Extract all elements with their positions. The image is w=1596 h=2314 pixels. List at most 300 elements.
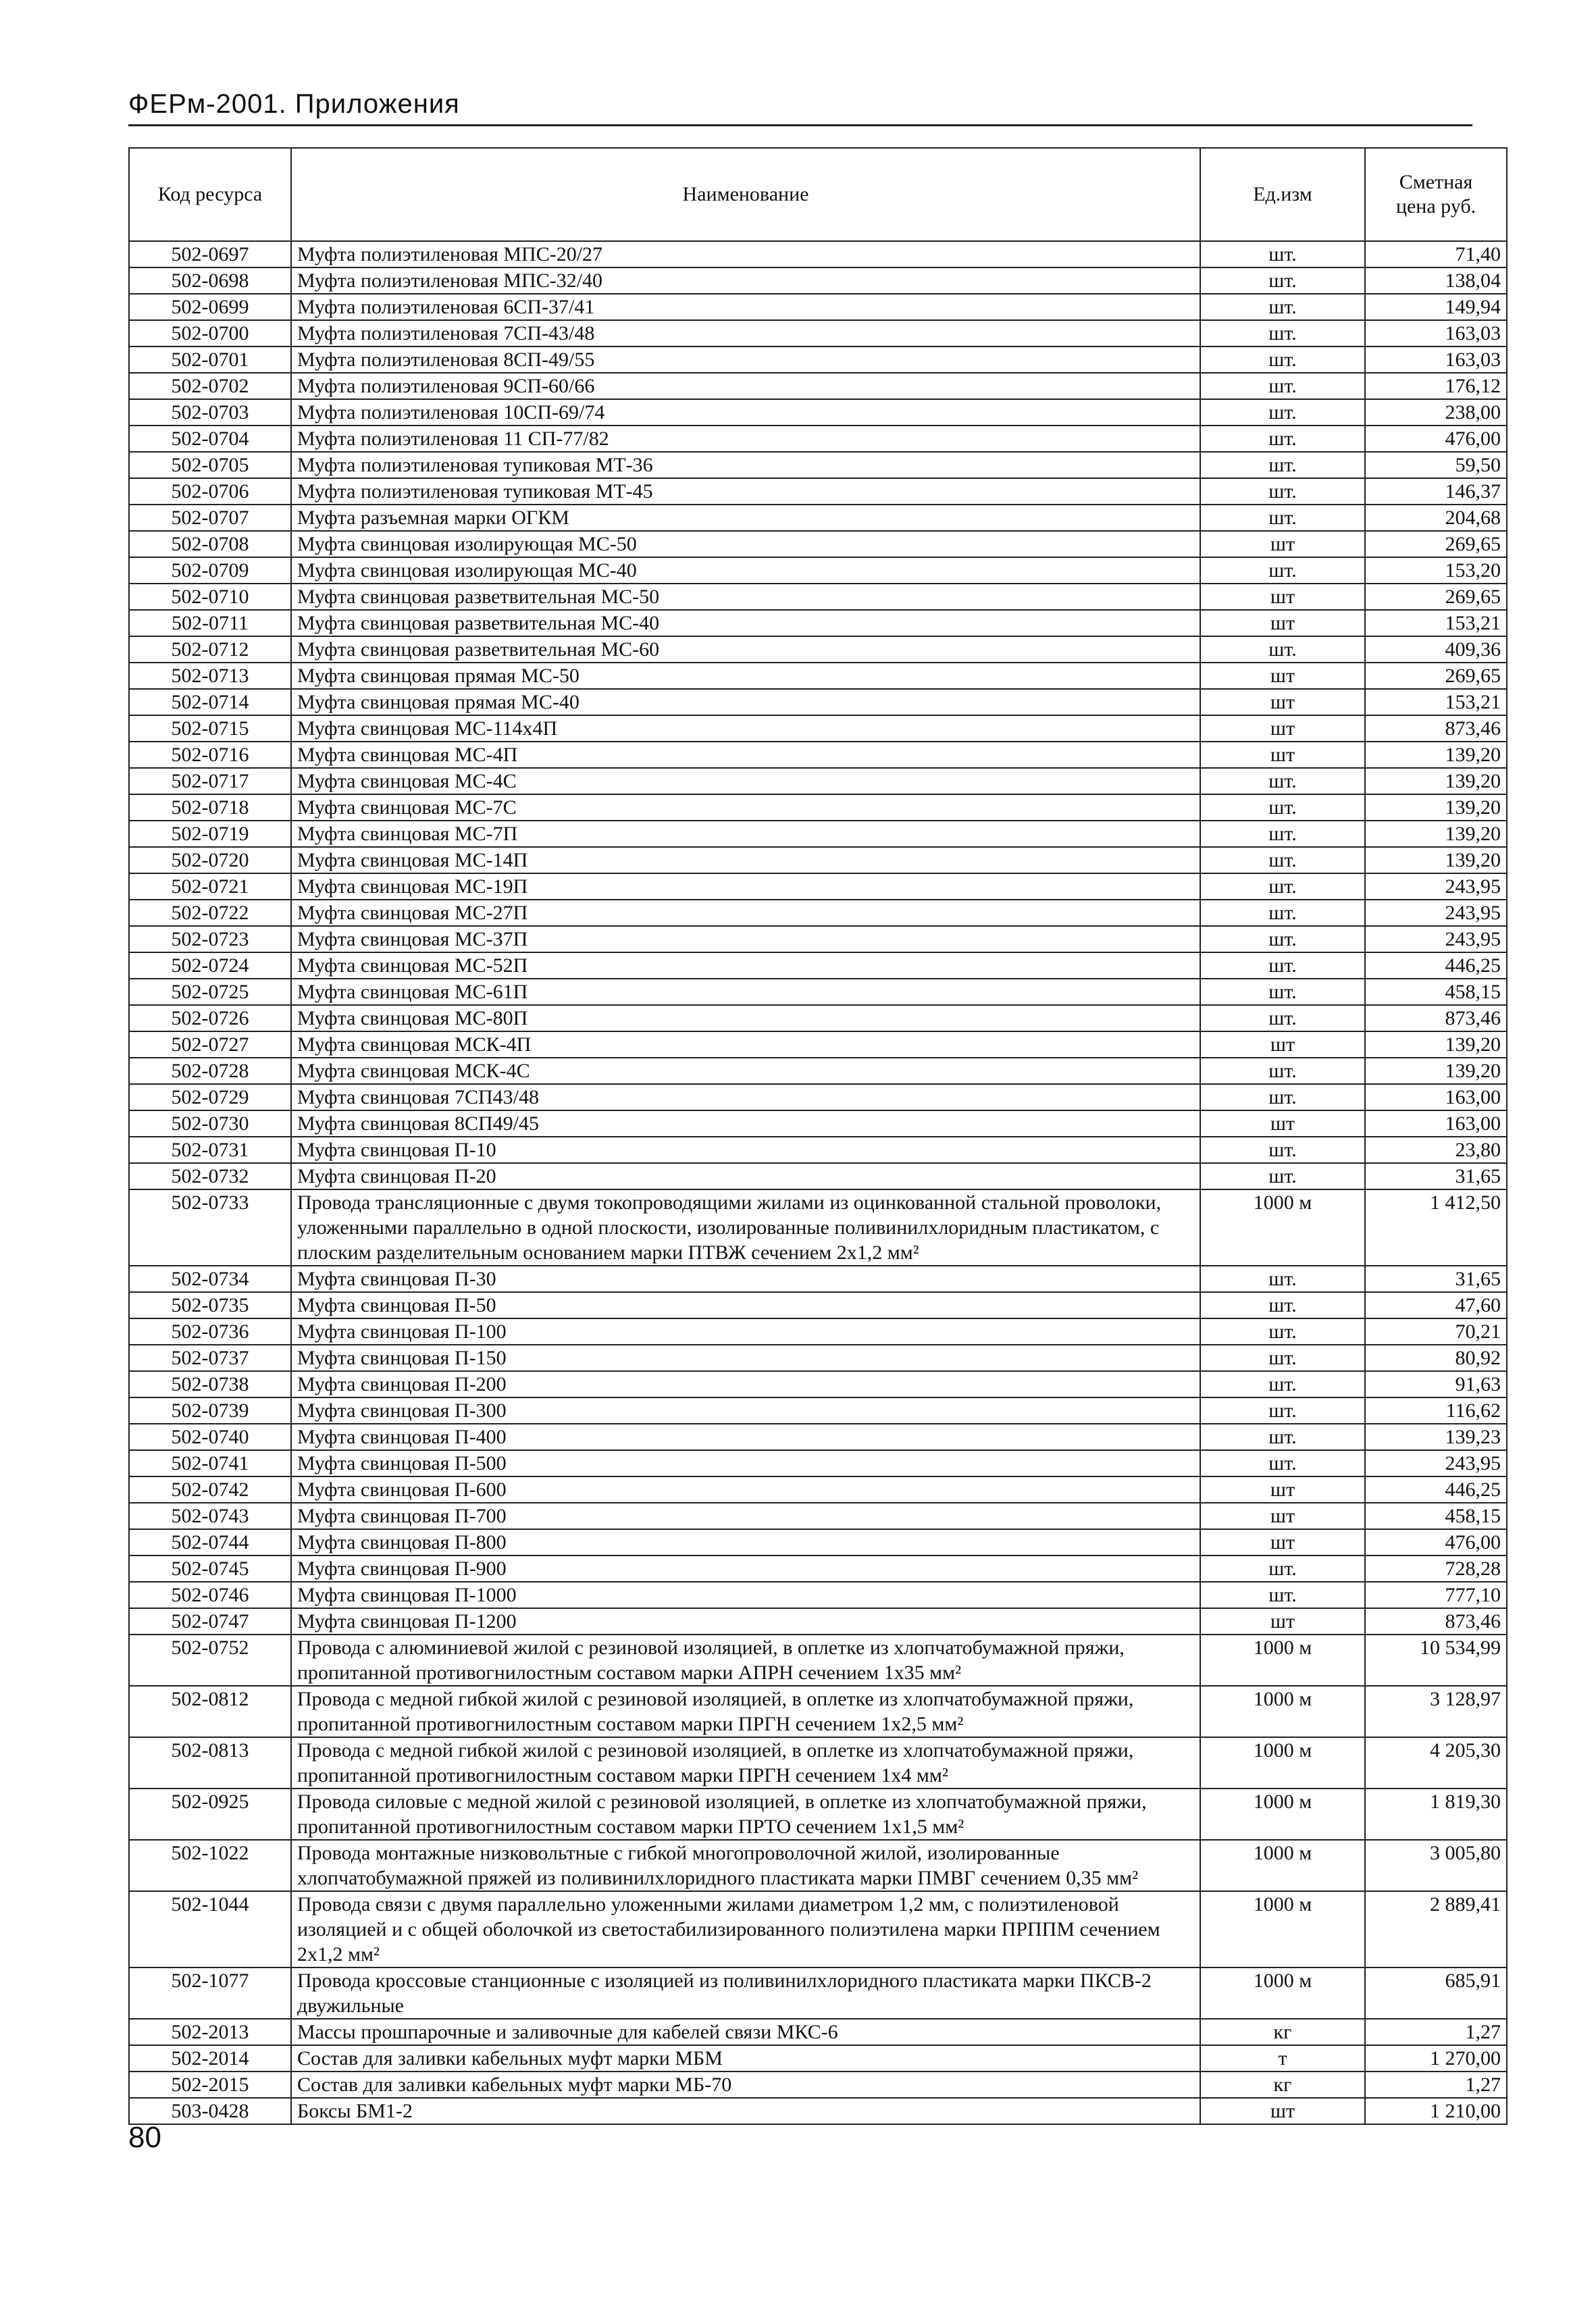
cell-unit: шт. — [1200, 1137, 1365, 1163]
cell-price: 163,00 — [1365, 1110, 1507, 1137]
table-row — [129, 636, 1507, 663]
cell-name: Муфта свинцовая МС-37П — [291, 926, 1200, 952]
cell-price: 3 128,97 — [1365, 1686, 1507, 1737]
cell-unit: шт. — [1200, 1005, 1365, 1031]
table-row — [129, 1266, 1507, 1292]
cell-price: 139,20 — [1365, 768, 1507, 794]
cell-unit: шт. — [1200, 1371, 1365, 1397]
cell-name: Муфта свинцовая П-400 — [291, 1424, 1200, 1450]
cell-name: Провода кроссовые станционные с изоляцией из поливинилхлоридного пластиката марки ПКСВ-2 двужильные — [291, 1968, 1200, 2019]
cell-name: Муфта свинцовая 8СП49/45 — [291, 1110, 1200, 1137]
table-header-row — [129, 148, 1507, 241]
table-row — [129, 2019, 1507, 2045]
cell-price: 1 270,00 — [1365, 2045, 1507, 2072]
cell-unit: шт. — [1200, 1450, 1365, 1476]
cell-code: 502-0708 — [129, 531, 291, 557]
table-row — [129, 1608, 1507, 1635]
cell-price: 163,00 — [1365, 1084, 1507, 1110]
table-row — [129, 873, 1507, 900]
cell-name: Муфта свинцовая П-10 — [291, 1137, 1200, 1163]
cell-unit: шт. — [1200, 873, 1365, 900]
cell-code: 502-0731 — [129, 1137, 291, 1163]
cell-code: 502-0812 — [129, 1686, 291, 1737]
cell-name: Муфта свинцовая МС-4П — [291, 742, 1200, 768]
table-row — [129, 1031, 1507, 1058]
cell-code: 502-0723 — [129, 926, 291, 952]
cell-name: Муфта полиэтиленовая 8СП-49/55 — [291, 346, 1200, 373]
cell-price: 873,46 — [1365, 1608, 1507, 1635]
column-header-unit: Ед.изм — [1200, 148, 1365, 241]
cell-code: 502-0739 — [129, 1397, 291, 1424]
cell-price: 1 819,30 — [1365, 1789, 1507, 1840]
cell-code: 502-0706 — [129, 478, 291, 505]
cell-name: Провода с алюминиевой жилой с резиновой изоляцией, в оплетке из хлопчатобумажной пряжи, пропитанной противогнилостным составом марки АПРН сечением 1х35 мм² — [291, 1635, 1200, 1686]
cell-price: 269,65 — [1365, 531, 1507, 557]
table-row — [129, 557, 1507, 584]
cell-unit: шт — [1200, 1031, 1365, 1058]
cell-code: 502-0729 — [129, 1084, 291, 1110]
table-row — [129, 979, 1507, 1005]
cell-name: Муфта свинцовая разветвительная МС-60 — [291, 636, 1200, 663]
table-row — [129, 294, 1507, 320]
cell-price: 91,63 — [1365, 1371, 1507, 1397]
cell-code: 502-0697 — [129, 241, 291, 267]
cell-code: 502-0745 — [129, 1555, 291, 1582]
cell-code: 502-0734 — [129, 1266, 291, 1292]
cell-code: 502-0726 — [129, 1005, 291, 1031]
cell-name: Муфта свинцовая П-100 — [291, 1318, 1200, 1345]
table-row — [129, 1292, 1507, 1318]
cell-price: 139,20 — [1365, 1031, 1507, 1058]
cell-name: Провода с медной гибкой жилой с резиновой изоляцией, в оплетке из хлопчатобумажной пряжи, пропитанной противогнилостным составом марки ПРГН сечением 1х4 мм² — [291, 1737, 1200, 1789]
table-row — [129, 715, 1507, 742]
table-row — [129, 1968, 1507, 2019]
cell-unit: шт. — [1200, 1292, 1365, 1318]
cell-name: Муфта свинцовая МС-14П — [291, 847, 1200, 873]
cell-code: 502-1077 — [129, 1968, 291, 2019]
cell-name: Муфта свинцовая МСК-4П — [291, 1031, 1200, 1058]
cell-code: 502-0704 — [129, 426, 291, 452]
cell-code: 502-0718 — [129, 794, 291, 821]
cell-code: 502-0732 — [129, 1163, 291, 1189]
table-row — [129, 267, 1507, 294]
cell-unit: кг — [1200, 2072, 1365, 2098]
cell-name: Муфта полиэтиленовая 7СП-43/48 — [291, 320, 1200, 346]
cell-name: Муфта свинцовая 7СП43/48 — [291, 1084, 1200, 1110]
cell-name: Муфта свинцовая П-900 — [291, 1555, 1200, 1582]
cell-code: 502-1022 — [129, 1840, 291, 1891]
cell-unit: шт — [1200, 663, 1365, 689]
table-row — [129, 1450, 1507, 1476]
cell-name: Муфта свинцовая П-150 — [291, 1345, 1200, 1371]
table-row — [129, 1110, 1507, 1137]
cell-price: 163,03 — [1365, 346, 1507, 373]
cell-price: 3 005,80 — [1365, 1840, 1507, 1891]
cell-unit: шт. — [1200, 1582, 1365, 1608]
cell-unit: шт — [1200, 531, 1365, 557]
table-row — [129, 1476, 1507, 1503]
cell-code: 502-0703 — [129, 399, 291, 426]
cell-name: Муфта полиэтиленовая 9СП-60/66 — [291, 373, 1200, 399]
cell-price: 153,21 — [1365, 689, 1507, 715]
cell-code: 502-0702 — [129, 373, 291, 399]
cell-name: Боксы БМ1-2 — [291, 2098, 1200, 2124]
table-row — [129, 1686, 1507, 1737]
table-row — [129, 2045, 1507, 2072]
cell-price: 243,95 — [1365, 873, 1507, 900]
cell-price: 139,23 — [1365, 1424, 1507, 1450]
cell-unit: шт. — [1200, 847, 1365, 873]
table-row — [129, 1137, 1507, 1163]
cell-unit: шт. — [1200, 373, 1365, 399]
cell-code: 502-0746 — [129, 1582, 291, 1608]
cell-code: 502-0736 — [129, 1318, 291, 1345]
cell-unit: шт — [1200, 584, 1365, 610]
cell-unit: 1000 м — [1200, 1891, 1365, 1968]
cell-unit: шт. — [1200, 505, 1365, 531]
cell-name: Муфта полиэтиленовая МПС-32/40 — [291, 267, 1200, 294]
cell-code: 502-0752 — [129, 1635, 291, 1686]
cell-price: 476,00 — [1365, 426, 1507, 452]
cell-code: 502-0720 — [129, 847, 291, 873]
header-divider — [128, 124, 1472, 126]
cell-unit: шт. — [1200, 636, 1365, 663]
cell-code: 502-0740 — [129, 1424, 291, 1450]
cell-name: Муфта свинцовая МС-19П — [291, 873, 1200, 900]
cell-price: 139,20 — [1365, 794, 1507, 821]
cell-price: 80,92 — [1365, 1345, 1507, 1371]
table-row — [129, 952, 1507, 979]
cell-unit: шт. — [1200, 346, 1365, 373]
table-row — [129, 1084, 1507, 1110]
cell-code: 502-0747 — [129, 1608, 291, 1635]
cell-code: 502-0717 — [129, 768, 291, 794]
table-row — [129, 1582, 1507, 1608]
cell-unit: 1000 м — [1200, 1189, 1365, 1266]
cell-name: Муфта полиэтиленовая МПС-20/27 — [291, 241, 1200, 267]
cell-code: 502-0738 — [129, 1371, 291, 1397]
cell-price: 243,95 — [1365, 926, 1507, 952]
cell-code: 502-0735 — [129, 1292, 291, 1318]
table-row — [129, 1529, 1507, 1555]
table-row — [129, 794, 1507, 821]
table-row — [129, 1555, 1507, 1582]
cell-unit: шт. — [1200, 1058, 1365, 1084]
cell-unit: шт — [1200, 689, 1365, 715]
cell-unit: шт. — [1200, 1266, 1365, 1292]
cell-price: 116,62 — [1365, 1397, 1507, 1424]
cell-name: Муфта свинцовая П-30 — [291, 1266, 1200, 1292]
table-row — [129, 426, 1507, 452]
cell-name: Массы прошпарочные и заливочные для кабелей связи МКС-6 — [291, 2019, 1200, 2045]
table-row — [129, 847, 1507, 873]
cell-unit: шт — [1200, 1476, 1365, 1503]
cell-name: Муфта свинцовая разветвительная МС-40 — [291, 610, 1200, 636]
cell-price: 1,27 — [1365, 2019, 1507, 2045]
cell-code: 502-0705 — [129, 452, 291, 478]
cell-unit: шт. — [1200, 1397, 1365, 1424]
cell-code: 502-0733 — [129, 1189, 291, 1266]
cell-unit: 1000 м — [1200, 1789, 1365, 1840]
table-row — [129, 531, 1507, 557]
cell-price: 685,91 — [1365, 1968, 1507, 2019]
cell-unit: 1000 м — [1200, 1968, 1365, 2019]
cell-code: 503-0428 — [129, 2098, 291, 2124]
cell-name: Муфта полиэтиленовая 10СП-69/74 — [291, 399, 1200, 426]
cell-code: 502-0725 — [129, 979, 291, 1005]
cell-price: 139,20 — [1365, 742, 1507, 768]
cell-name: Муфта свинцовая МС-4С — [291, 768, 1200, 794]
cell-code: 502-0719 — [129, 821, 291, 847]
cell-unit: шт. — [1200, 557, 1365, 584]
cell-unit: шт. — [1200, 926, 1365, 952]
table-row — [129, 584, 1507, 610]
cell-unit: шт. — [1200, 952, 1365, 979]
column-header-code: Код ресурса — [129, 148, 291, 241]
table-row — [129, 1005, 1507, 1031]
cell-name: Муфта полиэтиленовая 11 СП-77/82 — [291, 426, 1200, 452]
cell-code: 502-0701 — [129, 346, 291, 373]
cell-name: Муфта свинцовая изолирующая МС-40 — [291, 557, 1200, 584]
cell-unit: шт. — [1200, 794, 1365, 821]
cell-name: Муфта свинцовая МС-80П — [291, 1005, 1200, 1031]
cell-unit: 1000 м — [1200, 1635, 1365, 1686]
cell-price: 47,60 — [1365, 1292, 1507, 1318]
cell-price: 23,80 — [1365, 1137, 1507, 1163]
cell-price: 138,04 — [1365, 267, 1507, 294]
cell-unit: шт — [1200, 715, 1365, 742]
cell-code: 502-2015 — [129, 2072, 291, 2098]
cell-unit: шт. — [1200, 452, 1365, 478]
table-row — [129, 1058, 1507, 1084]
cell-code: 502-0721 — [129, 873, 291, 900]
table-row — [129, 320, 1507, 346]
cell-code: 502-0730 — [129, 1110, 291, 1137]
cell-name: Провода с медной гибкой жилой с резиновой изоляцией, в оплетке из хлопчатобумажной пряжи, пропитанной противогнилостным составом марки ПРГН сечением 1х2,5 мм² — [291, 1686, 1200, 1737]
cell-name: Муфта свинцовая МС-27П — [291, 900, 1200, 926]
cell-price: 4 205,30 — [1365, 1737, 1507, 1789]
table-row — [129, 505, 1507, 531]
table-row — [129, 689, 1507, 715]
resource-price-table — [128, 147, 1508, 2125]
cell-price: 1 412,50 — [1365, 1189, 1507, 1266]
cell-unit: 1000 м — [1200, 1840, 1365, 1891]
cell-name: Муфта свинцовая П-1000 — [291, 1582, 1200, 1608]
cell-code: 502-0742 — [129, 1476, 291, 1503]
cell-price: 176,12 — [1365, 373, 1507, 399]
cell-price: 139,20 — [1365, 1058, 1507, 1084]
cell-price: 446,25 — [1365, 1476, 1507, 1503]
column-header-price: Сметная цена руб. — [1365, 148, 1507, 241]
cell-unit: шт — [1200, 2098, 1365, 2124]
cell-code: 502-0724 — [129, 952, 291, 979]
table-row — [129, 1397, 1507, 1424]
cell-code: 502-0813 — [129, 1737, 291, 1789]
cell-name: Муфта свинцовая МС-114х4П — [291, 715, 1200, 742]
cell-price: 153,20 — [1365, 557, 1507, 584]
table-row — [129, 1891, 1507, 1968]
cell-name: Муфта полиэтиленовая тупиковая МТ-36 — [291, 452, 1200, 478]
table-row — [129, 1345, 1507, 1371]
table-row — [129, 1789, 1507, 1840]
cell-name: Муфта свинцовая П-1200 — [291, 1608, 1200, 1635]
cell-name: Провода монтажные низковольтные с гибкой многопроволочной жилой, изолированные хлопчатобумажной пряжей из поливинилхлоридного пластиката марки ПМВГ сечением 0,35 мм² — [291, 1840, 1200, 1891]
table-row — [129, 1737, 1507, 1789]
cell-name: Муфта свинцовая прямая МС-40 — [291, 689, 1200, 715]
cell-price: 146,37 — [1365, 478, 1507, 505]
cell-price: 243,95 — [1365, 900, 1507, 926]
cell-name: Провода трансляционные с двумя токопроводящими жилами из оцинкованной стальной проволоки, уложенными параллельно в одной плоскости, изолированные поливинилхлоридным пластикатом, с плоским разделительным основанием марки ПТВЖ сечением 2х1,2 мм² — [291, 1189, 1200, 1266]
table-row — [129, 768, 1507, 794]
cell-price: 777,10 — [1365, 1582, 1507, 1608]
cell-name: Состав для заливки кабельных муфт марки МБ-70 — [291, 2072, 1200, 2098]
cell-unit: шт. — [1200, 1345, 1365, 1371]
cell-code: 502-0698 — [129, 267, 291, 294]
table-row — [129, 1371, 1507, 1397]
cell-unit: шт. — [1200, 241, 1365, 267]
page-number: 80 — [128, 2121, 161, 2154]
cell-price: 2 889,41 — [1365, 1891, 1507, 1968]
cell-unit: 1000 м — [1200, 1686, 1365, 1737]
cell-name: Муфта свинцовая П-50 — [291, 1292, 1200, 1318]
cell-name: Муфта свинцовая изолирующая МС-50 — [291, 531, 1200, 557]
cell-name: Муфта полиэтиленовая 6СП-37/41 — [291, 294, 1200, 320]
table-row — [129, 1189, 1507, 1266]
cell-price: 163,03 — [1365, 320, 1507, 346]
cell-unit: шт. — [1200, 979, 1365, 1005]
cell-price: 204,68 — [1365, 505, 1507, 531]
cell-unit: шт — [1200, 1503, 1365, 1529]
cell-price: 728,28 — [1365, 1555, 1507, 1582]
table-row — [129, 1163, 1507, 1189]
table-row — [129, 663, 1507, 689]
cell-code: 502-0744 — [129, 1529, 291, 1555]
cell-code: 502-1044 — [129, 1891, 291, 1968]
column-header-name: Наименование — [291, 148, 1200, 241]
cell-code: 502-0710 — [129, 584, 291, 610]
cell-price: 238,00 — [1365, 399, 1507, 426]
table-row — [129, 373, 1507, 399]
table-row — [129, 926, 1507, 952]
cell-name: Провода связи с двумя параллельно уложенными жилами диаметром 1,2 мм, с полиэтиленовой изоляцией и с общей оболочкой из светостабилизированного полиэтилена марки ПРППМ сечением 2х1,2 мм² — [291, 1891, 1200, 1968]
cell-code: 502-0711 — [129, 610, 291, 636]
cell-unit: шт. — [1200, 399, 1365, 426]
cell-unit: шт — [1200, 610, 1365, 636]
cell-price: 139,20 — [1365, 847, 1507, 873]
cell-name: Состав для заливки кабельных муфт марки МБМ — [291, 2045, 1200, 2072]
cell-name: Муфта свинцовая П-500 — [291, 1450, 1200, 1476]
table-row — [129, 1840, 1507, 1891]
cell-price: 409,36 — [1365, 636, 1507, 663]
cell-code: 502-0925 — [129, 1789, 291, 1840]
cell-unit: шт. — [1200, 900, 1365, 926]
cell-unit: шт — [1200, 742, 1365, 768]
table-row — [129, 1424, 1507, 1450]
cell-price: 149,94 — [1365, 294, 1507, 320]
table-row — [129, 1318, 1507, 1345]
cell-name: Муфта свинцовая МС-52П — [291, 952, 1200, 979]
cell-name: Муфта свинцовая разветвительная МС-50 — [291, 584, 1200, 610]
cell-price: 139,20 — [1365, 821, 1507, 847]
cell-unit: шт — [1200, 1529, 1365, 1555]
cell-price: 243,95 — [1365, 1450, 1507, 1476]
table-row — [129, 452, 1507, 478]
cell-price: 70,21 — [1365, 1318, 1507, 1345]
cell-name: Муфта полиэтиленовая тупиковая МТ-45 — [291, 478, 1200, 505]
cell-price: 446,25 — [1365, 952, 1507, 979]
page-header-title: ФЕРм-2001. Приложения — [128, 89, 460, 119]
cell-name: Муфта свинцовая прямая МС-50 — [291, 663, 1200, 689]
table-row — [129, 399, 1507, 426]
table-row — [129, 241, 1507, 267]
cell-unit: шт. — [1200, 1163, 1365, 1189]
cell-price: 31,65 — [1365, 1163, 1507, 1189]
cell-name: Муфта свинцовая П-200 — [291, 1371, 1200, 1397]
cell-name: Муфта разъемная марки ОГКМ — [291, 505, 1200, 531]
cell-name: Муфта свинцовая П-800 — [291, 1529, 1200, 1555]
cell-unit: кг — [1200, 2019, 1365, 2045]
cell-price: 1 210,00 — [1365, 2098, 1507, 2124]
cell-code: 502-0707 — [129, 505, 291, 531]
cell-code: 502-0727 — [129, 1031, 291, 1058]
cell-price: 153,21 — [1365, 610, 1507, 636]
cell-unit: шт. — [1200, 1424, 1365, 1450]
cell-unit: шт — [1200, 1608, 1365, 1635]
table-row — [129, 742, 1507, 768]
cell-unit: шт. — [1200, 768, 1365, 794]
cell-price: 476,00 — [1365, 1529, 1507, 1555]
cell-code: 502-0714 — [129, 689, 291, 715]
table-row — [129, 1503, 1507, 1529]
table-body — [129, 241, 1507, 2124]
cell-code: 502-0743 — [129, 1503, 291, 1529]
cell-name: Муфта свинцовая П-700 — [291, 1503, 1200, 1529]
cell-unit: шт. — [1200, 478, 1365, 505]
cell-code: 502-0716 — [129, 742, 291, 768]
cell-name: Муфта свинцовая П-600 — [291, 1476, 1200, 1503]
cell-unit: 1000 м — [1200, 1737, 1365, 1789]
cell-name: Провода силовые с медной жилой с резиновой изоляцией, в оплетке из хлопчатобумажной пряжи, пропитанной противогнилостным составом марки ПРТО сечением 1х1,5 мм² — [291, 1789, 1200, 1840]
cell-price: 10 534,99 — [1365, 1635, 1507, 1686]
cell-price: 1,27 — [1365, 2072, 1507, 2098]
table-row — [129, 2098, 1507, 2124]
table-row — [129, 821, 1507, 847]
cell-code: 502-0728 — [129, 1058, 291, 1084]
cell-code: 502-0699 — [129, 294, 291, 320]
table-row — [129, 478, 1507, 505]
cell-unit: шт. — [1200, 267, 1365, 294]
cell-code: 502-0741 — [129, 1450, 291, 1476]
cell-name: Муфта свинцовая МСК-4С — [291, 1058, 1200, 1084]
cell-code: 502-0700 — [129, 320, 291, 346]
cell-name: Муфта свинцовая П-300 — [291, 1397, 1200, 1424]
cell-code: 502-0715 — [129, 715, 291, 742]
cell-code: 502-0712 — [129, 636, 291, 663]
table-row — [129, 2072, 1507, 2098]
cell-code: 502-2014 — [129, 2045, 291, 2072]
cell-code: 502-0722 — [129, 900, 291, 926]
table-row — [129, 346, 1507, 373]
cell-unit: шт. — [1200, 1555, 1365, 1582]
cell-price: 458,15 — [1365, 979, 1507, 1005]
cell-price: 873,46 — [1365, 1005, 1507, 1031]
cell-unit: шт. — [1200, 821, 1365, 847]
cell-name: Муфта свинцовая П-20 — [291, 1163, 1200, 1189]
table-row — [129, 900, 1507, 926]
cell-name: Муфта свинцовая МС-7П — [291, 821, 1200, 847]
cell-price: 873,46 — [1365, 715, 1507, 742]
cell-code: 502-0713 — [129, 663, 291, 689]
